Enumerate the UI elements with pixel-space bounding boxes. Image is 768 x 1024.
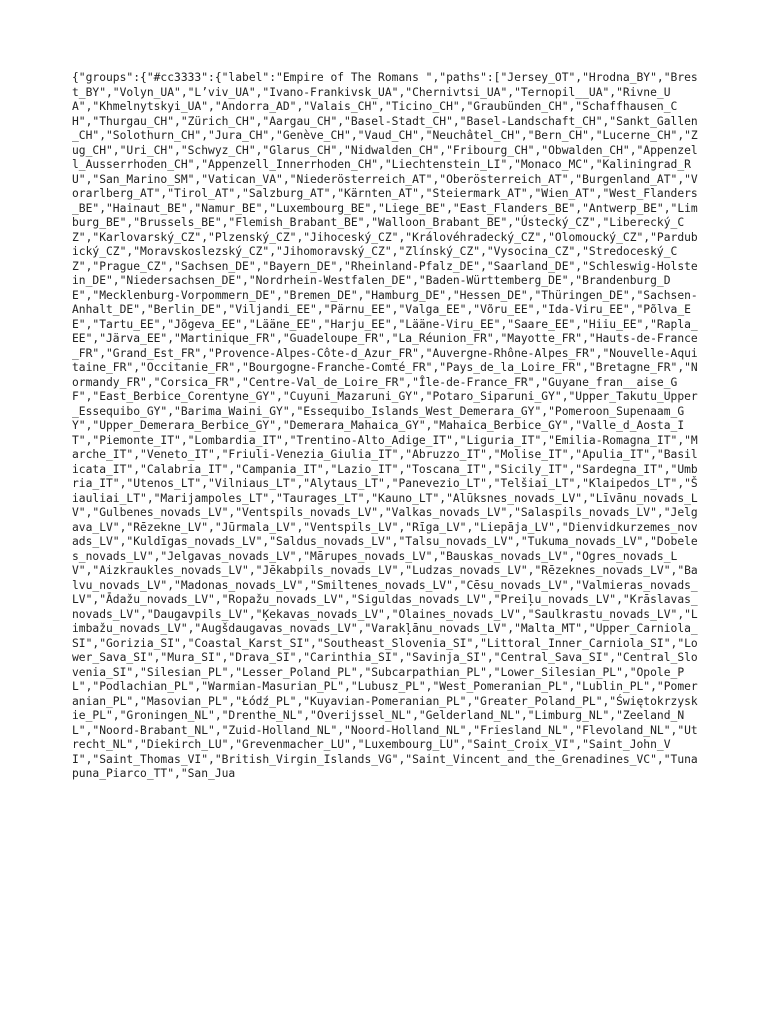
json-document-text: {"groups":{"#cc3333":{"label":"Empire of The Romans ","paths":["Jersey_OT","Hrodna_BY","Brest_BY","Volyn_UA","L’viv_UA","Ivano-Frankivsk_UA","Chernivtsi_UA","Ternopil__UA","Rivne_UA","Khmelnytskyi_UA","Andorra_AD","Valais_CH","Ticino_CH","Graubünden_CH","Schaffhausen_CH","Thurgau_CH","Zürich_CH","Aargau_CH","Basel-Stadt_CH","Basel-Landschaft_CH","Sankt_Gallen_CH","Solothurn_CH","Jura_CH","Genève_CH","Vaud_CH","Neuchâtel_CH","Bern_CH","Lucerne_CH","Zug_CH","Uri_CH","Schwyz_CH","Glarus_CH","Nidwalden_CH","Fribourg_CH","Obwalden_CH","Appenzell_Ausserrhoden_CH","Appenzell_Innerrhoden_CH","Liechtenstein_LI","Monaco_MC","Kaliningrad_RU","San_Marino_SM","Vatican_VA","Niederösterreich_AT","Oberösterreich_AT","Burgenland_AT","Vorarlberg_AT","Tirol_AT","Salzburg_AT","Kärnten_AT","Steiermark_AT","Wien_AT","West_Flanders_BE","Hainaut_BE","Namur_BE","Luxembourg_BE","Liege_BE","East_Flanders_BE","Antwerp_BE","Limburg_BE","Brussels_BE","Flemish_Brabant_BE","Walloon_Brabant_BE","Ústecký_CZ","Liberecký_CZ","Karlovarský_CZ","Plzenský_CZ","Jihoceský_CZ","Královéhradecký_CZ","Olomoucký_CZ","Pardubický_CZ","Moravskoslezský_CZ","Jihomoravský_CZ","Zlínský_CZ","Vysocina_CZ","Stredoceský_CZ","Prague_CZ","Sachsen_DE","Bayern_DE","Rheinland-Pfalz_DE","Saarland_DE","Schleswig-Holstein_DE","Niedersachsen_DE","Nordrhein-Westfalen_DE","Baden-Württemberg_DE","Brandenburg_DE","Mecklenburg-Vorpommern_DE","Bremen_DE","Hamburg_DE","Hessen_DE","Thüringen_DE","Sachsen-Anhalt_DE","Berlin_DE","Viljandi_EE","Pärnu_EE","Valga_EE","Võru_EE","Ida-Viru_EE","Põlva_EE","Tartu_EE","Jõgeva_EE","Lääne_EE","Harju_EE","Lääne-Viru_EE","Saare_EE","Hiiu_EE","Rapla_EE","Järva_EE","Martinique_FR","Guadeloupe_FR","La_Réunion_FR","Mayotte_FR","Hauts-de-France_FR","Grand_Est_FR","Provence-Alpes-Côte-d_Azur_FR","Auvergne-Rhône-Alpes_FR","Nouvelle-Aquitaine_FR","Occitanie_FR","Bourgogne-Franche-Comté_FR","Pays_de_la_Loire_FR","Bretagne_FR","Normandy_FR","Corsica_FR","Centre-Val_de_Loire_FR","Île-de-France_FR","Guyane_fran__aise_GF","East_Berbice_Corentyne_GY","Cuyuni_Mazaruni_GY","Potaro_Siparuni_GY","Upper_Takutu_Upper_Essequibo_GY","Barima_Waini_GY","Essequibo_Islands_West_Demerara_GY","Pomeroon_Supenaam_GY","Upper_Demerara_Berbice_GY","Demerara_Mahaica_GY","Mahaica_Berbice_GY","Valle_d_Aosta_IT","Piemonte_IT","Lombardia_IT","Trentino-Alto_Adige_IT","Liguria_IT","Emilia-Romagna_IT","Marche_IT","Veneto_IT","Friuli-Venezia_Giulia_IT","Abruzzo_IT","Molise_IT","Apulia_IT","Basilicata_IT","Calabria_IT","Campania_IT","Lazio_IT","Toscana_IT","Sicily_IT","Sardegna_IT","Umbria_IT","Utenos_LT","Vilniaus_LT","Alytaus_LT","Panevezio_LT","Telšiai_LT","Klaipedos_LT","Šiauliai_LT","Marijampoles_LT","Taurages_LT","Kauno_LT","Alūksnes_novads_LV","Līvānu_novads_LV","Gulbenes_novads_LV","Ventspils_novads_LV","Valkas_novads_LV","Salaspils_novads_LV","Jelgava_LV","Rēzekne_LV","Jūrmala_LV","Ventspils_LV","Rīga_LV","Liepāja_LV","Dienvidkurzemes_novads_LV","Kuldīgas_novads_LV","Saldus_novads_LV","Talsu_novads_LV","Tukuma_novads_LV","Dobeles_novads_LV","Jelgavas_novads_LV","Mārupes_novads_LV","Bauskas_novads_LV","Ogres_novads_LV","Aizkraukles_novads_LV","Jēkabpils_novads_LV","Ludzas_novads_LV","Rēzeknes_novads_LV","Balvu_novads_LV","Madonas_novads_LV","Smiltenes_novads_LV","Cēsu_novads_LV","Valmieras_novads_LV","Ādažu_novads_LV","Ropažu_novads_LV","Siguldas_novads_LV","Preiļu_novads_LV","Krāslavas_novads_LV","Daugavpils_LV","Ķekavas_novads_LV","Olaines_novads_LV","Saulkrastu_novads_LV","Limbažu_novads_LV","Augšdaugavas_novads_LV","Varakļānu_novads_LV","Malta_MT","Upper_Carniola_SI","Gorizia_SI","Coastal_Karst_SI","Southeast_Slovenia_SI","Littoral_Inner_Carniola_SI","Lower_Sava_SI","Mura_SI","Drava_SI","Carinthia_SI","Savinja_SI","Central_Sava_SI","Central_Slovenia_SI","Silesian_PL","Lesser_Poland_PL","Subcarpathian_PL","Lower_Silesian_PL","Opole_PL","Podlachian_PL","Warmian-Masurian_PL","Lubusz_PL","West_Pomeranian_PL","Lublin_PL","Pomeranian_PL","Masovian_PL","Łódź_PL","Kuyavian-Pomeranian_PL","Greater_Poland_PL","Świętokrzyskie_PL","Groningen_NL","Drenthe_NL","Overijssel_NL","Gelderland_NL","Limburg_NL","Zeeland_NL","Noord-Brabant_NL","Zuid-Holland_NL","Noord-Holland_NL","Friesland_NL","Flevoland_NL","Utrecht_NL","Diekirch_LU","Grevenmacher_LU","Luxembourg_LU","Saint_Croix_VI","Saint_John_VI","Saint_Thomas_VI","British_Virgin_Islands_VG","Saint_Vincent_and_the_Grenadines_VC","Tunapuna_Piarco_TT","San_Jua xyxy=(72,71,698,780)
